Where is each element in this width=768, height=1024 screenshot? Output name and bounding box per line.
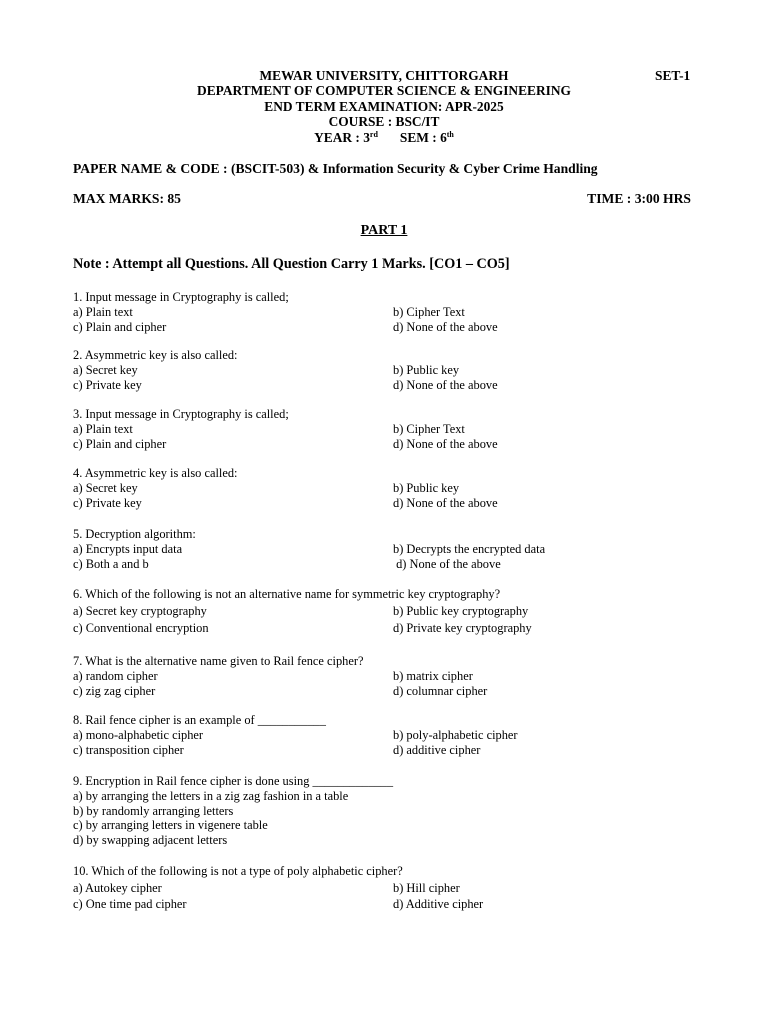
option-b: b) Public key cryptography [393, 604, 529, 618]
question-text: 2. Asymmetric key is also called: [73, 348, 238, 362]
option-b: b) Cipher Text [393, 421, 465, 436]
university-name: MEWAR UNIVERSITY, CHITTORGARH [259, 68, 509, 83]
question-3 [73, 407, 713, 451]
question-text: 6. Which of the following is not an alternative name for symmetric key cryptography? [73, 587, 501, 601]
option-b: b) matrix cipher [393, 668, 473, 683]
year-sem-line [0, 130, 768, 145]
option-d: d) None of the above [393, 556, 501, 571]
option-b: b) poly-alphabetic cipher [393, 727, 518, 742]
option-b: b) Decrypts the encrypted data [393, 541, 546, 556]
question-1 [73, 290, 713, 334]
option-d: d) None of the above [393, 436, 498, 451]
option-a: a) by arranging the letters in a zig zag fashion in a table [73, 788, 349, 803]
question-text: 5. Decryption algorithm: [73, 527, 196, 541]
option-b: b) Public key [393, 480, 460, 495]
option-b: b) Hill cipher [393, 880, 460, 895]
question-5 [73, 527, 713, 571]
option-d: d) None of the above [393, 495, 498, 510]
option-d: d) by swapping adjacent letters [73, 833, 228, 848]
question-6 [73, 586, 713, 637]
option-c: c) One time pad cipher [73, 897, 187, 911]
question-text: 1. Input message in Cryptography is called; [73, 290, 289, 304]
question-text: 3. Input message in Cryptography is called; [73, 407, 289, 421]
course-name: COURSE : BSC/IT [328, 114, 440, 130]
question-2 [73, 348, 713, 392]
question-text: 8. Rail fence cipher is an example of ___________ [73, 713, 326, 727]
set-label: SET-1 [655, 68, 691, 83]
exam-title: END TERM EXAMINATION: APR-2025 [264, 98, 504, 114]
max-marks: MAX MARKS: 85 [73, 191, 181, 206]
question-7 [73, 654, 713, 698]
option-b: b) by randomly arranging letters [73, 803, 234, 818]
question-text: 7. What is the alternative name given to Rail fence cipher? [73, 654, 364, 668]
paper-name-code: PAPER NAME & CODE : (BSCIT-503) & Information Security & Cyber Crime Handling [73, 161, 598, 176]
option-c: c) zig zag cipher [73, 683, 156, 698]
question-text: 4. Asymmetric key is also called: [73, 466, 238, 480]
option-c: c) Conventional encryption [73, 621, 209, 635]
sem-superscript: th [446, 129, 454, 139]
question-8 [73, 713, 713, 757]
option-d: d) columnar cipher [393, 683, 488, 698]
option-c: c) transposition cipher [73, 742, 184, 757]
question-9 [73, 774, 713, 848]
option-a: a) Secret key [73, 362, 138, 377]
question-4 [73, 466, 713, 510]
option-a: a) Secret key cryptography [73, 604, 207, 618]
year-label: YEAR : 3 [314, 129, 370, 145]
option-b: b) Public key [393, 362, 460, 377]
exam-time: TIME : 3:00 HRS [587, 191, 691, 206]
part-title: PART 1 [360, 223, 408, 238]
option-c: c) Plain and cipher [73, 436, 167, 451]
year-superscript: rd [369, 129, 378, 139]
option-d: d) None of the above [393, 377, 498, 392]
option-c: c) Private key [73, 377, 142, 392]
option-c: c) Private key [73, 495, 142, 510]
option-a: a) Secret key [73, 480, 138, 495]
question-text: 9. Encryption in Rail fence cipher is done using _____________ [73, 774, 394, 788]
option-a: a) Autokey cipher [73, 880, 162, 895]
option-d: d) additive cipher [393, 742, 481, 757]
option-a: a) Encrypts input data [73, 541, 183, 556]
option-a: a) Plain text [73, 304, 133, 319]
department-name: DEPARTMENT OF COMPUTER SCIENCE & ENGINEERING [197, 83, 571, 99]
sem-label: SEM : 6 [399, 129, 447, 145]
option-b: b) Cipher Text [393, 304, 465, 319]
exam-header [0, 68, 768, 145]
option-a: a) random cipher [73, 668, 158, 683]
option-d: d) Additive cipher [393, 897, 484, 911]
option-c: c) Both a and b [73, 556, 149, 571]
option-c: c) by arranging letters in vigenere table [73, 818, 268, 833]
instructions-note: Note : Attempt all Questions. All Question Carry 1 Marks. [CO1 – CO5] [73, 256, 510, 272]
option-c: c) Plain and cipher [73, 319, 167, 334]
option-d: d) None of the above [393, 319, 498, 334]
question-10 [73, 863, 713, 913]
question-text: 10. Which of the following is not a type of poly alphabetic cipher? [73, 864, 403, 878]
option-d: d) Private key cryptography [393, 621, 532, 635]
option-a: a) Plain text [73, 421, 133, 436]
option-a: a) mono-alphabetic cipher [73, 727, 204, 742]
